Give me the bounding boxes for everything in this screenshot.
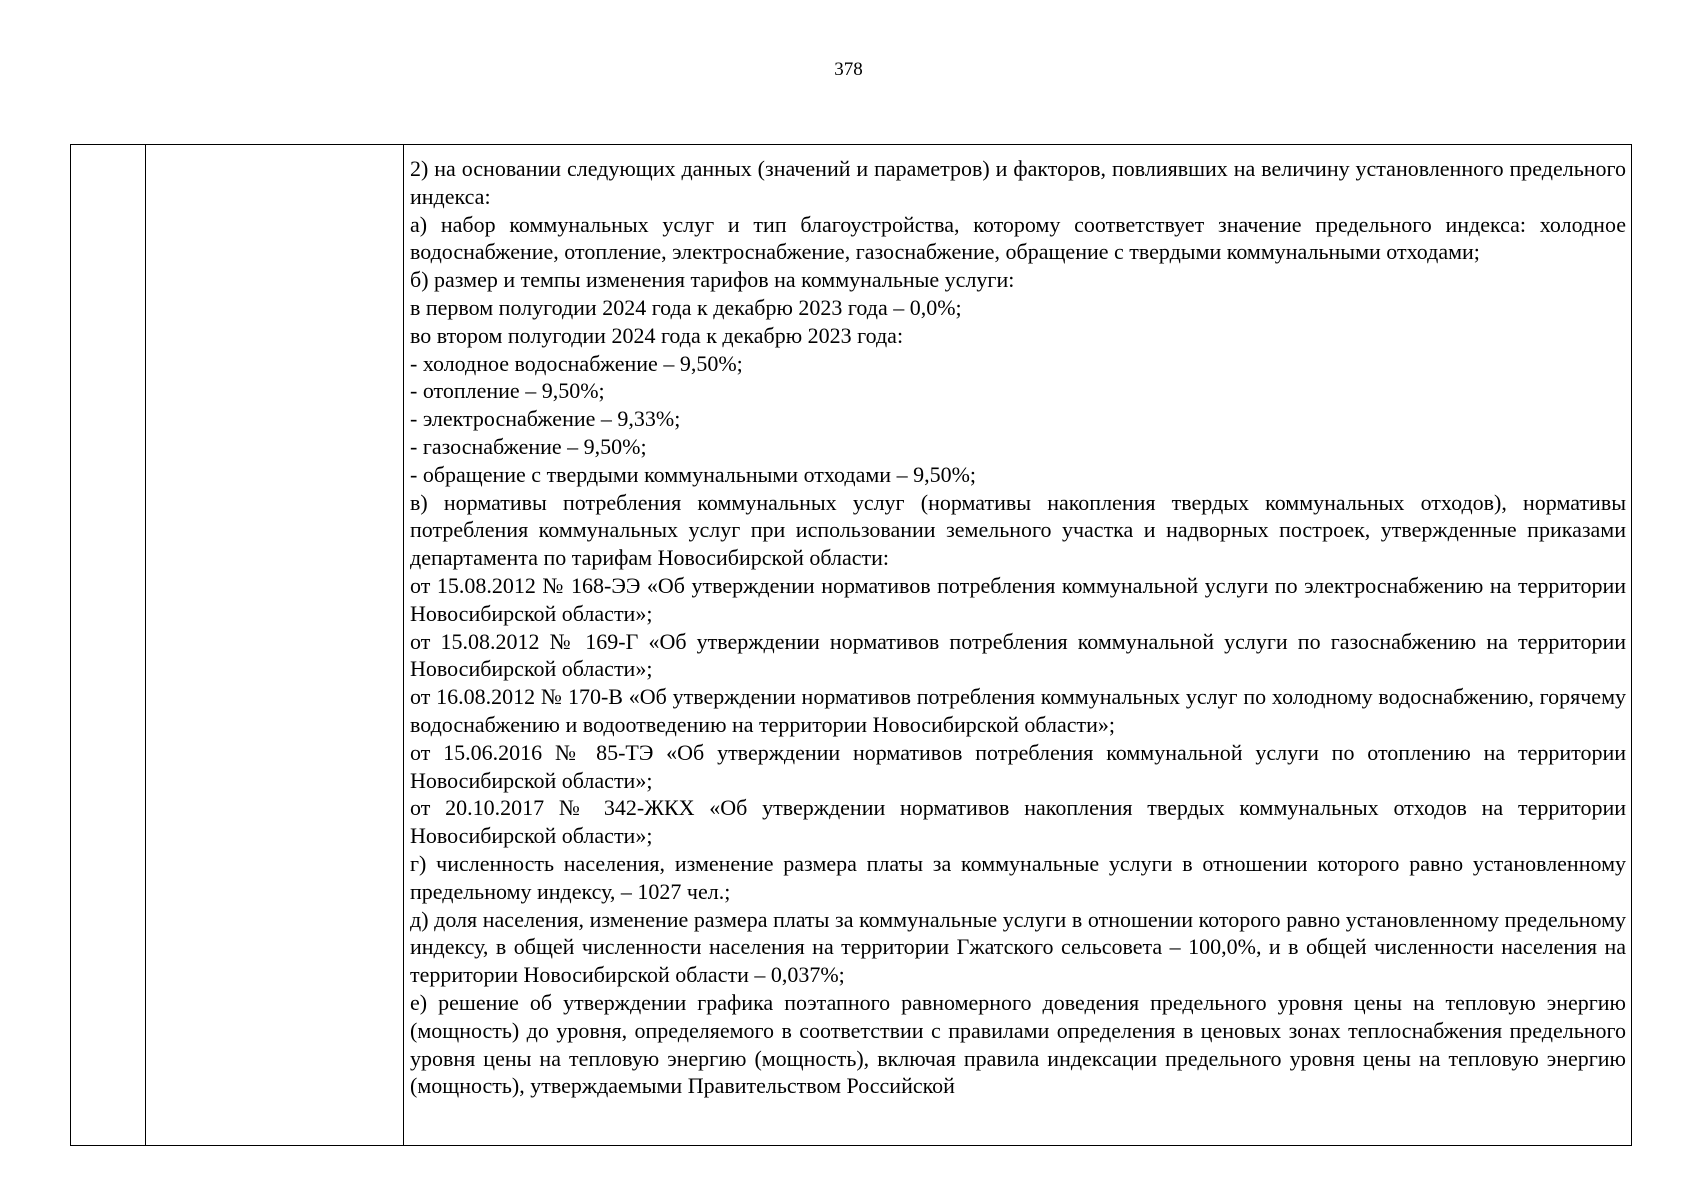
- paragraph-a: а) набор коммунальных услуг и тип благоустройства, которому соответствует значение предельного индекса: холодное водоснабжение, отопление, электроснабжение, газоснабжение, обращение с твердыми коммунальными отходами;: [410, 211, 1626, 265]
- document-table: [70, 144, 1632, 1146]
- table-cell-name: [146, 145, 404, 1146]
- list-item-electricity: - электроснабжение – 9,33%;: [410, 406, 681, 432]
- table-cell-content: [404, 145, 1632, 1146]
- content-text: [404, 145, 1631, 1145]
- paragraph-d: д) доля населения, изменение размера платы за коммунальные услуги в отношении которого равно установленному предельному индексу, в общей численности населения на территории Гжатского сельсовета – 100,0%, и в общей численности населения на территории Новосибирской области – 0,037%;: [410, 906, 1626, 988]
- order-169-g: от 15.08.2012 № 169-Г «Об утверждении нормативов потребления коммунальной услуги по газоснабжению на территории Новосибирской области»;: [410, 628, 1626, 682]
- table-row: [71, 145, 1632, 1146]
- order-85-te: от 15.06.2016 № 85-ТЭ «Об утверждении нормативов потребления коммунальной услуги по отоплению на территории Новосибирской области»;: [410, 739, 1626, 793]
- table-cell-number: [71, 145, 146, 1146]
- paragraph-e: е) решение об утверждении графика поэтапного равномерного доведения предельного уровня цены на тепловую энергию (мощность) до уровня, определяемого в соответствии с правилами определения в ценовых зонах теплоснабжения предельного уровня цены на тепловую энергию (мощность), включая правила индексации предельного уровня цены на тепловую энергию (мощность), утверждаемыми Правительством Российской: [410, 989, 1626, 1099]
- list-item-cold-water: - холодное водоснабжение – 9,50%;: [410, 350, 743, 376]
- order-168-ee: от 15.08.2012 № 168-ЭЭ «Об утверждении нормативов потребления коммунальной услуги по электроснабжению на территории Новосибирской области»;: [410, 572, 1626, 626]
- paragraph-b: б) размер и темпы изменения тарифов на коммунальные услуги:: [410, 267, 1015, 293]
- order-170-v: от 16.08.2012 № 170-В «Об утверждении нормативов потребления коммунальных услуг по холодному водоснабжению, горячему водоснабжению и водоотведению на территории Новосибирской области»;: [410, 684, 1626, 737]
- order-342-zhkh: от 20.10.2017 № 342-ЖКХ «Об утверждении нормативов накопления твердых коммунальных отходов на территории Новосибирской области»;: [410, 795, 1626, 849]
- paragraph-v: в) нормативы потребления коммунальных услуг (нормативы накопления твердых коммунальных отходов), нормативы потребления коммунальных услуг при использовании земельного участка и надворных построек, утвержденные приказами департамента по тарифам Новосибирской области:: [410, 489, 1626, 571]
- paragraph-b-second-half: во втором полугодии 2024 года к декабрю 2023 года:: [410, 322, 904, 348]
- list-item-gas: - газоснабжение – 9,50%;: [410, 433, 647, 459]
- list-item-heating: - отопление – 9,50%;: [410, 378, 605, 404]
- paragraph-g: г) численность населения, изменение размера платы за коммунальные услуги в отношении которого равно установленному предельному индексу, – 1027 чел.;: [410, 850, 1626, 904]
- list-item-waste: - обращение с твердыми коммунальными отходами – 9,50%;: [410, 461, 977, 487]
- page-number: 378: [834, 59, 863, 80]
- paragraph-intro: 2) на основании следующих данных (значений и параметров) и факторов, повлиявших на величину установленного предельного индекса:: [410, 156, 1626, 209]
- paragraph-b-first-half: в первом полугодии 2024 года к декабрю 2023 года – 0,0%;: [410, 294, 962, 320]
